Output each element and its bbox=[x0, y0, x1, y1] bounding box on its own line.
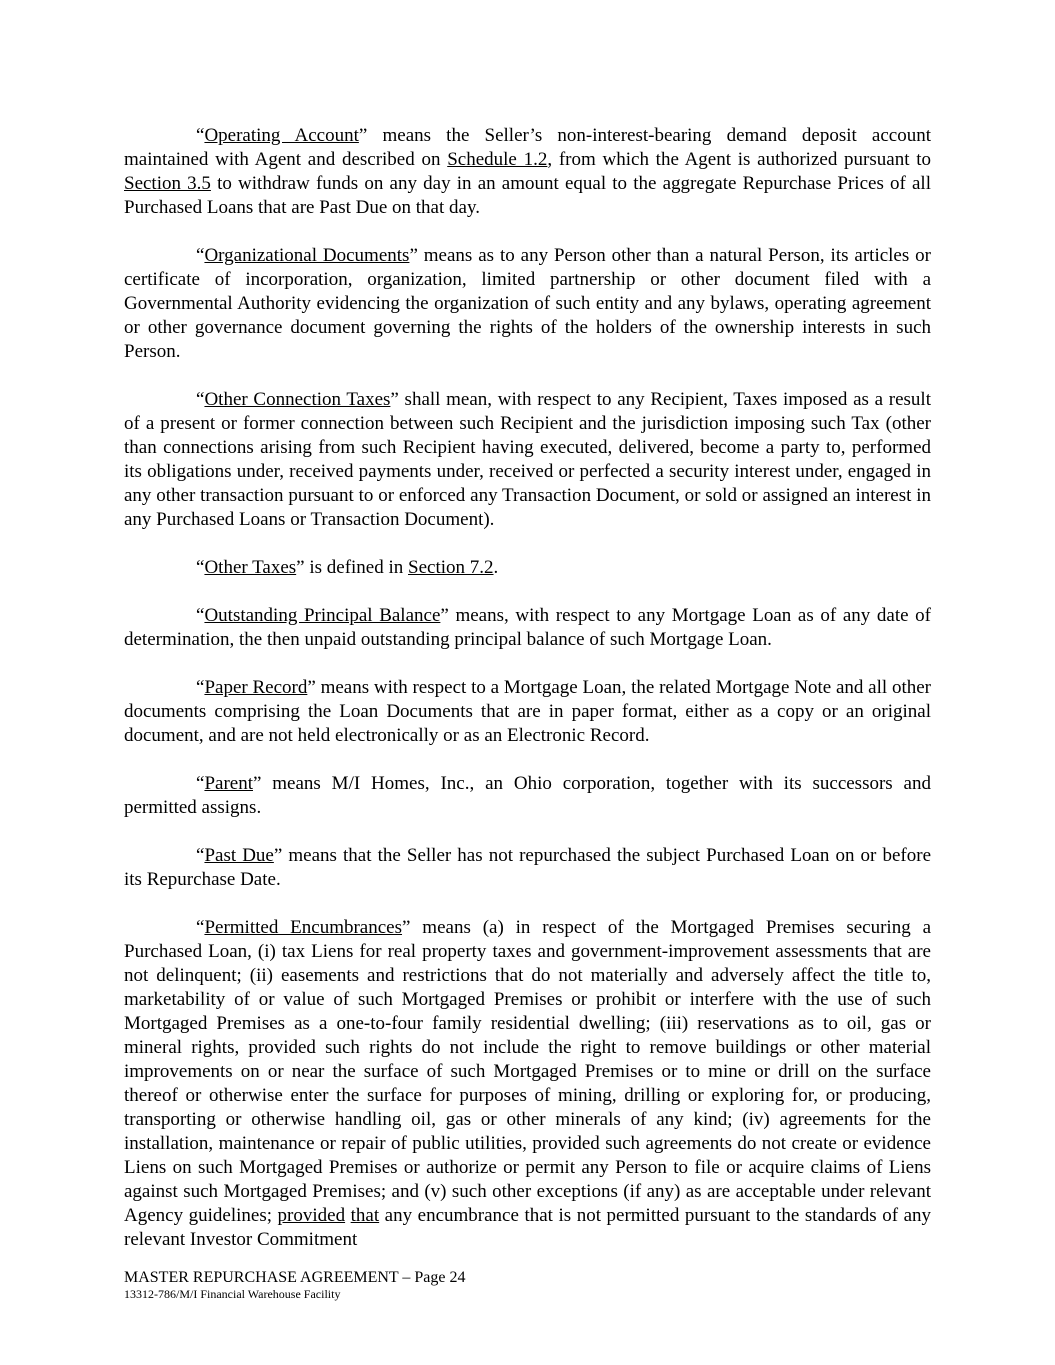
definition-text: any encumbrance that is not permitted pursuant to the standards of any relevant Investor Commitment bbox=[124, 1205, 932, 1250]
definition-organizational-documents bbox=[124, 244, 931, 364]
definition-text: “ bbox=[196, 557, 205, 578]
definition-text: “ bbox=[196, 245, 205, 266]
definition-text: “ bbox=[196, 917, 205, 938]
definition-text: ” means the Seller’s non-interest-bearing demand deposit account maintained with Agent and described on bbox=[124, 125, 931, 170]
definition-text: to withdraw funds on any day in an amount equal to the aggregate Repurchase Prices of all Purchased Loans that are Past Due on that day. bbox=[124, 173, 931, 218]
underlined-term: Outstanding Principal Balance bbox=[204, 605, 441, 626]
definition-text: ” shall mean, with respect to any Recipient, Taxes imposed as a result of a present or former connection between such Recipient and the jurisdiction imposing such Tax (other than connections arising from such Recipient having executed, delivered, become a party to, performed its obligations under, received payments under, received or perfected a security interest under, engaged in any other transaction pursuant to or enforced any Transaction Document, or sold or assigned an interest in any Purchased Loans or Transaction Document). bbox=[124, 389, 931, 530]
definition-text: ” means M/I Homes, Inc., an Ohio corporation, together with its successors and permitted assigns. bbox=[124, 773, 931, 818]
definition-text: ” is defined in bbox=[296, 557, 409, 578]
definition-text: , from which the Agent is authorized pursuant to bbox=[547, 149, 931, 170]
definition-text: ” means as to any Person other than a natural Person, its articles or certificate of incorporation, organization, limited partnership or other document filed with a Governmental Authority evidencing the organization of such entity and any bylaws, operating agreement or other governance document governing the rights of the holders of the ownership interests in such Person. bbox=[124, 245, 931, 362]
page-footer bbox=[124, 1268, 931, 1301]
underlined-term: Paper Record bbox=[204, 677, 308, 698]
definition-text: ” means, with respect to any Mortgage Loan as of any date of determination, the then unpaid outstanding principal balance of such Mortgage Loan. bbox=[124, 605, 932, 650]
document-body bbox=[124, 124, 931, 1252]
definition-text: “ bbox=[196, 125, 205, 146]
footer-reference: 13312-786/M/I Financial Warehouse Facility bbox=[124, 1287, 341, 1301]
underlined-term: Section 3.5 bbox=[124, 173, 211, 194]
definition-text: “ bbox=[196, 605, 205, 626]
underlined-term: Operating Account bbox=[204, 125, 359, 146]
definition-paper-record bbox=[124, 676, 931, 748]
underlined-term: Section 7.2 bbox=[408, 557, 494, 578]
underlined-term: Permitted Encumbrances bbox=[204, 917, 403, 938]
definition-past-due bbox=[124, 844, 931, 892]
underlined-term: Other Connection Taxes bbox=[204, 389, 391, 410]
underlined-term: Other Taxes bbox=[204, 557, 297, 578]
underlined-term: that bbox=[350, 1205, 380, 1226]
definition-parent bbox=[124, 772, 931, 820]
definition-text: “ bbox=[196, 845, 205, 866]
definition-permitted-encumbrances bbox=[124, 916, 931, 1252]
underlined-term: Schedule 1.2 bbox=[447, 149, 548, 170]
definition-other-connection-taxes bbox=[124, 388, 931, 532]
underlined-term: Past Due bbox=[204, 845, 274, 866]
underlined-term: Parent bbox=[204, 773, 253, 794]
definition-operating-account bbox=[124, 124, 931, 220]
underlined-term: provided bbox=[277, 1205, 346, 1226]
definition-text: “ bbox=[196, 773, 205, 794]
footer-title: MASTER REPURCHASE AGREEMENT – Page 24 bbox=[124, 1269, 466, 1286]
definition-text: “ bbox=[196, 389, 205, 410]
definition-text: ” means with respect to a Mortgage Loan, the related Mortgage Note and all other documents comprising the Loan Documents that are in paper format, either as a copy or an original document, and are not held electronically or as an Electronic Record. bbox=[124, 677, 931, 746]
definition-outstanding-principal-balance bbox=[124, 604, 931, 652]
definition-text: ” means that the Seller has not repurchased the subject Purchased Loan on or before its Repurchase Date. bbox=[124, 845, 931, 890]
definition-text: . bbox=[493, 557, 499, 578]
definition-text: “ bbox=[196, 677, 205, 698]
definition-text: ” means (a) in respect of the Mortgaged Premises securing a Purchased Loan, (i) tax Liens for real property taxes and government-improvement assessments that are not delinquent; (ii) easements and restrictions that do not materially and adversely affect the title to, marketability of or value of such Mortgaged Premises or prohibit or interfere with the use of such Mortgaged Premises as a one-to-four family residential dwelling; (iii) reservations as to oil, gas or mineral rights, provided such rights do not include the right to remove buildings or other material improvements on or near the surface of such Mortgaged Premises or to mine or drill on the surface thereof or otherwise enter the surface for purposes of mining, drilling or exploring for, or producing, transporting or otherwise handling oil, gas or other minerals of any kind; (iv) agreements for the installation, maintenance or repair of public utilities, provided such agreements do not create or evidence Liens on such Mortgaged Premises or authorize or permit any Person to file or acquire claims of Liens against such Mortgaged Premises; and (v) such other exceptions (if any) as are acceptable under relevant Agency guidelines; bbox=[124, 917, 932, 1226]
underlined-term: Organizational Documents bbox=[204, 245, 410, 266]
definition-other-taxes bbox=[124, 556, 931, 580]
